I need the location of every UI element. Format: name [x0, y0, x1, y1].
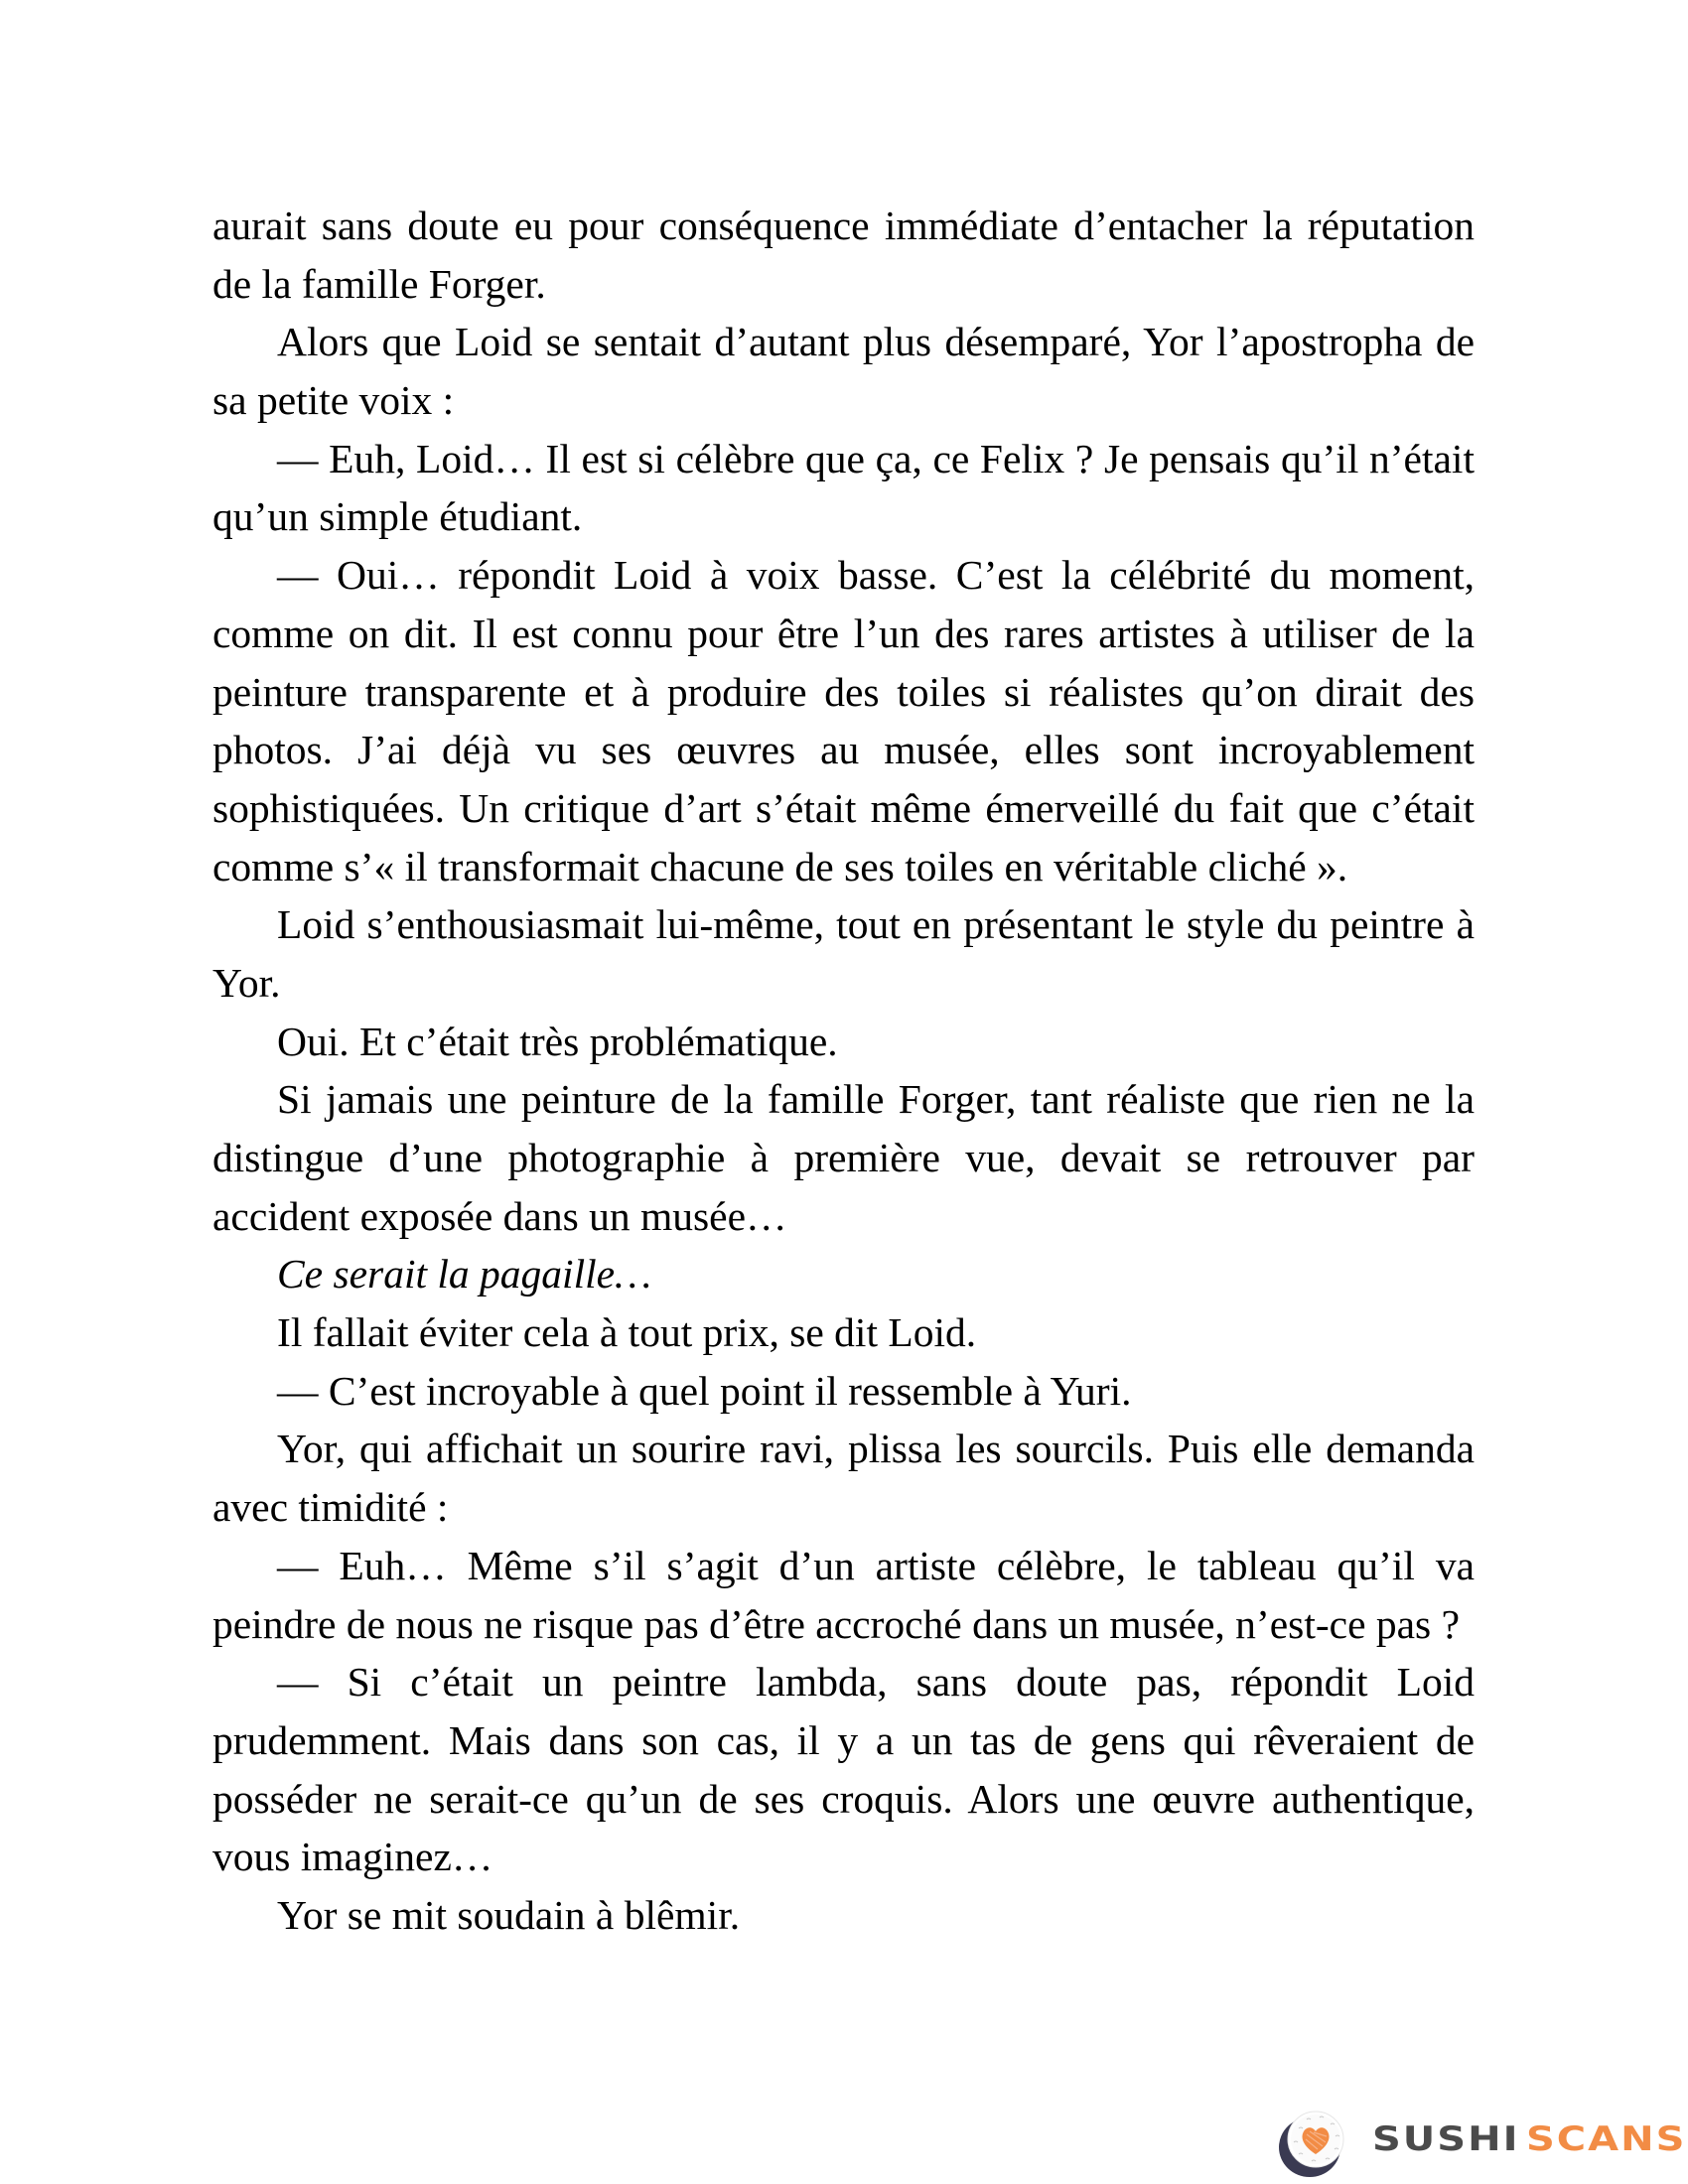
text-line: sa petite voix :	[212, 377, 455, 424]
text-line: Yor.	[212, 959, 281, 1006]
text-line: vous imaginez…	[212, 1834, 493, 1880]
text-line: comme s’« il transformait chacune de ses toiles en véritable cliché ».	[212, 843, 1348, 889]
text-line: — Euh, Loid… Il est si célèbre que ça, ce Felix ? Je pensais qu’il n’était	[277, 435, 1475, 481]
text-line: — Oui… répondit Loid à voix basse. C’est la célébrité du moment,	[277, 552, 1475, 599]
watermark-word-scans: SCANS	[1526, 2119, 1687, 2159]
text-line: Loid s’enthousiasmait lui-même, tout en présentant le style du peintre à	[277, 901, 1475, 948]
text-line: peindre de nous ne risque pas d’être accroché dans un musée, n’est-ce pas ?	[212, 1600, 1461, 1647]
text-line: comme on dit. Il est connu pour être l’un des rares artistes à utiliser de la	[212, 610, 1475, 656]
text-line: sophistiquées. Un critique d’art s’était même émerveillé du fait que c’était	[212, 784, 1475, 831]
text-line: Si jamais une peinture de la famille Forger, tant réaliste que rien ne la	[277, 1076, 1475, 1123]
text-line: Il fallait éviter cela à tout prix, se dit Loid.	[277, 1309, 977, 1356]
text-line: Oui. Et c’était très problématique.	[277, 1018, 838, 1064]
text-line: photos. J’ai déjà vu ses œuvres au musée, elles sont incroyablement	[212, 727, 1475, 773]
text-line: prudemment. Mais dans son cas, il y a un tas de gens qui rêveraient de	[212, 1716, 1475, 1763]
text-line: qu’un simple étudiant.	[212, 493, 583, 540]
text-line: Alors que Loid se sentait d’autant plus désemparé, Yor l’apostropha de	[277, 319, 1475, 365]
text-line: avec timidité :	[212, 1484, 449, 1531]
text-line: Yor, qui affichait un sourire ravi, plissa les sourcils. Puis elle demanda	[277, 1426, 1475, 1472]
text-line-italic: Ce serait la pagaille…	[277, 1251, 651, 1297]
text-line: — Si c’était un peintre lambda, sans doute pas, répondit Loid	[277, 1659, 1475, 1706]
text-line: de la famille Forger.	[212, 260, 546, 307]
sushi-scans-watermark	[1274, 2103, 1688, 2182]
text-line: peinture transparente et à produire des toiles si réalistes qu’on dirait des	[212, 668, 1475, 715]
text-line: posséder ne serait-ce qu’un de ses croquis. Alors une œuvre authentique,	[212, 1775, 1475, 1822]
watermark-word-sushi: SUSHI	[1372, 2119, 1520, 2159]
text-line: — Euh… Même s’il s’agit d’un artiste célèbre, le tableau qu’il va	[277, 1542, 1475, 1588]
text-line: accident exposée dans un musée…	[212, 1192, 787, 1239]
text-line: Yor se mit soudain à blêmir.	[277, 1891, 741, 1938]
sushi-roll-heart-icon	[1274, 2103, 1355, 2182]
text-line: aurait sans doute eu pour conséquence immédiate d’entacher la réputation	[212, 203, 1475, 248]
text-body	[212, 197, 1475, 1945]
text-line: distingue d’une photographie à première vue, devait se retrouver par	[212, 1135, 1475, 1180]
text-line: — C’est incroyable à quel point il ressemble à Yuri.	[277, 1367, 1132, 1414]
